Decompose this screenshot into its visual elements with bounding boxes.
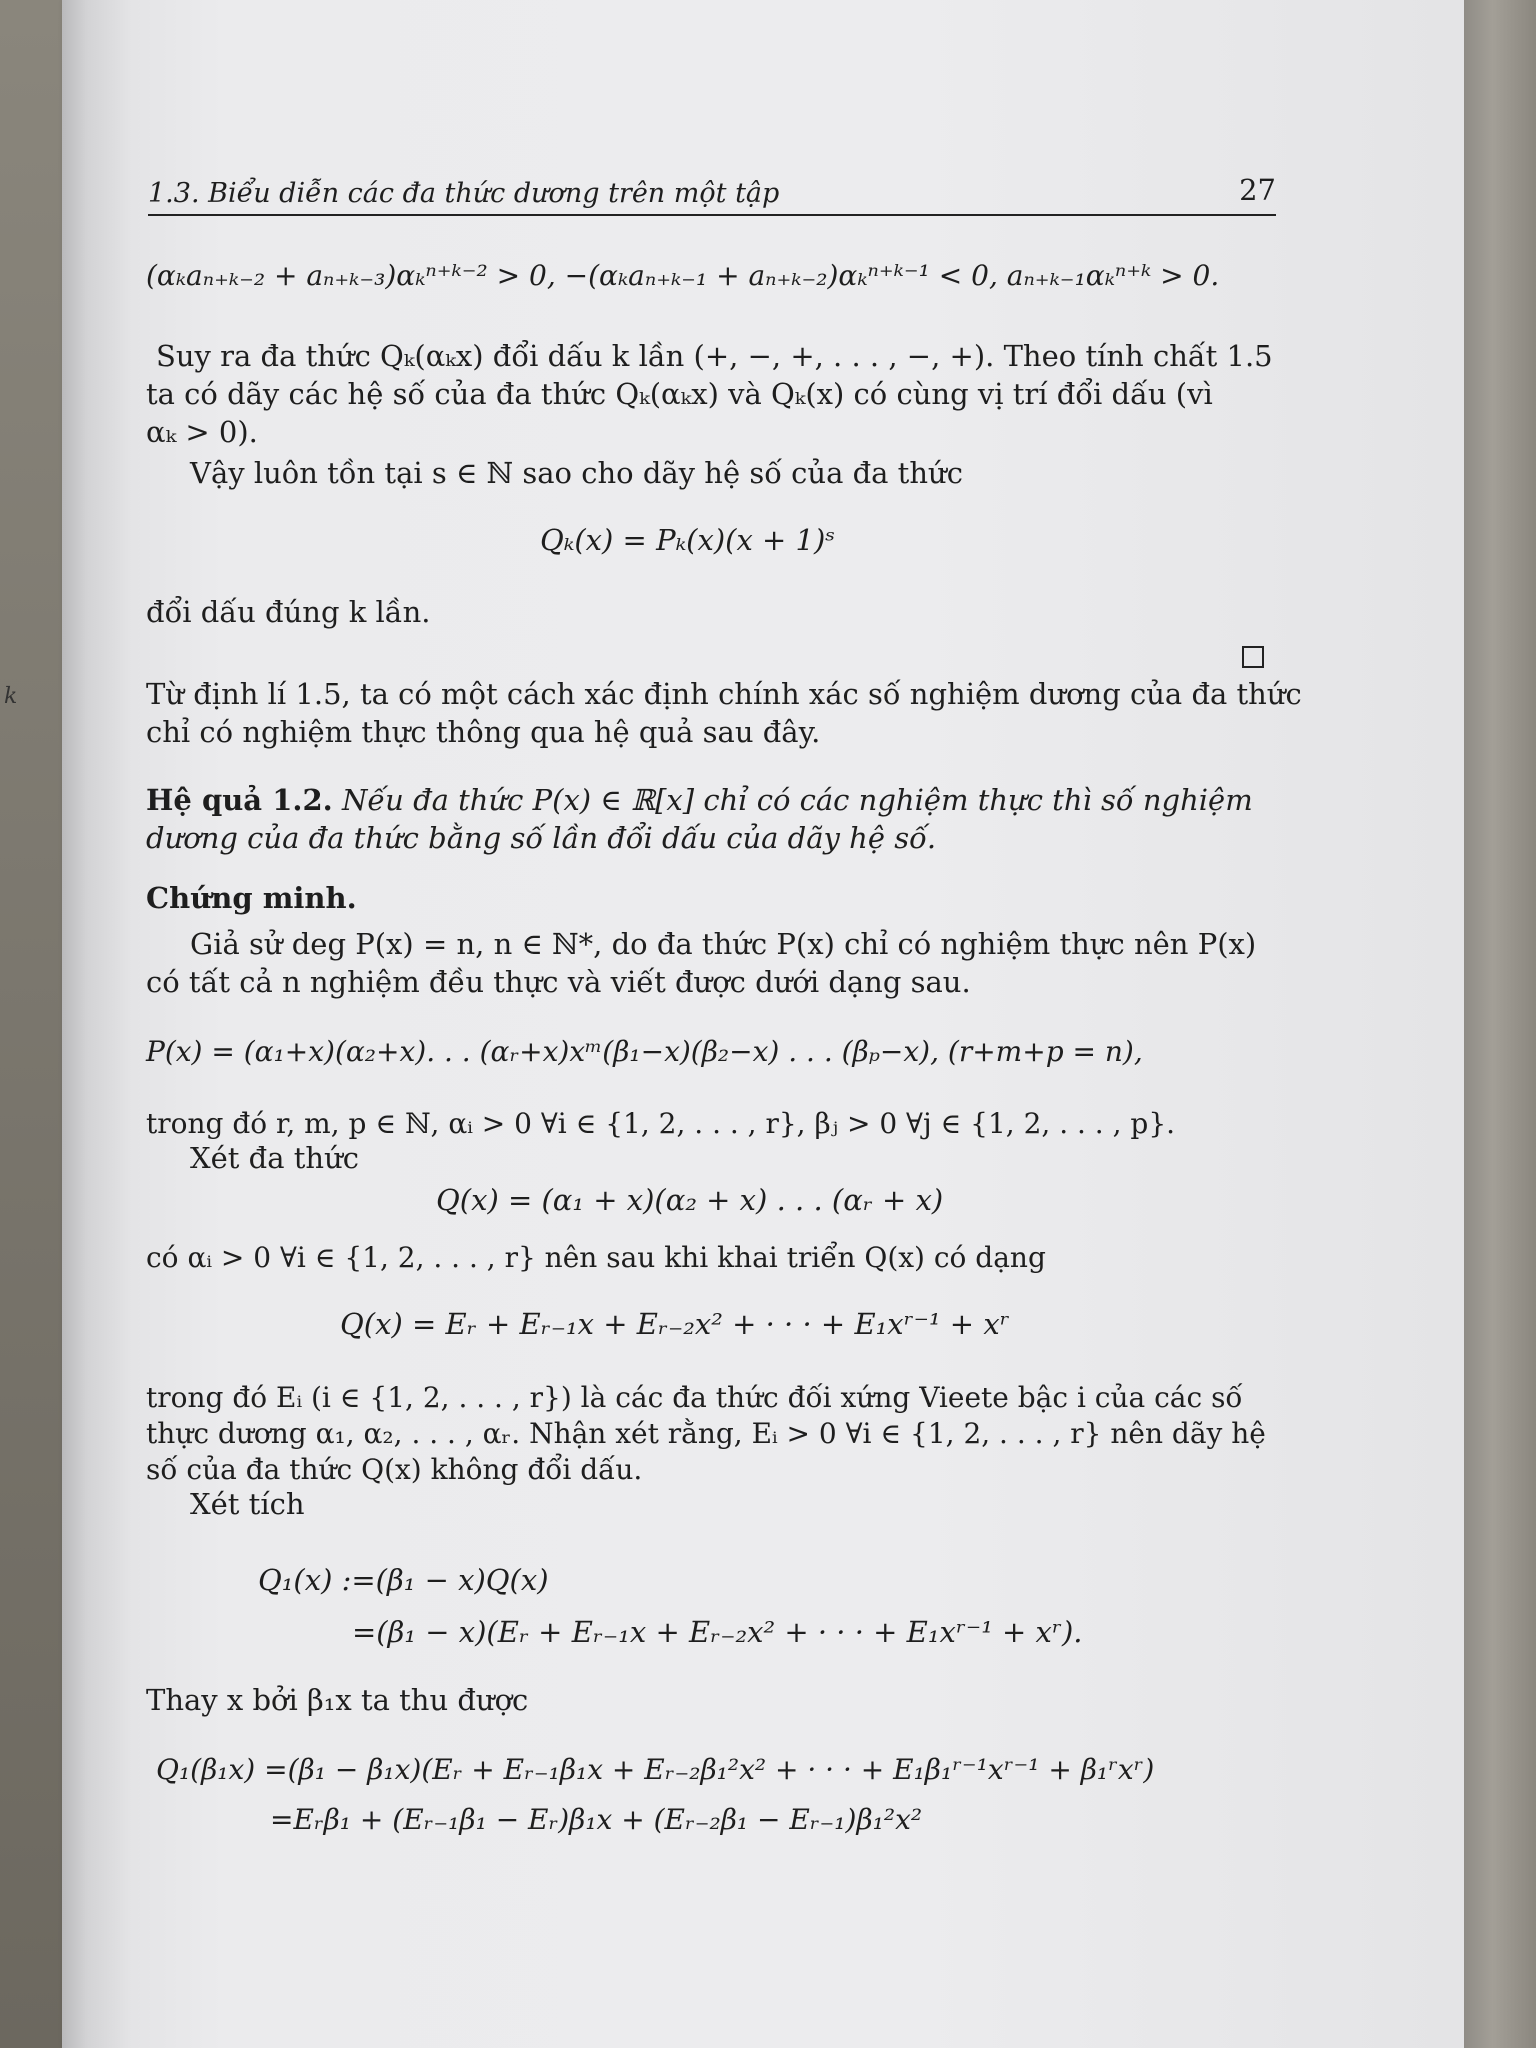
corollary-label: Hệ quả 1.2. (146, 783, 333, 817)
page-number: 27 (1239, 173, 1276, 207)
display-equation: P(x) = (α₁+x)(α₂+x). . . (αᵣ+x)xᵐ(β₁−x)(β₂−x) . . . (βₚ−x), (r+m+p = n), (146, 1035, 1143, 1068)
text-line: có tất cả n nghiệm đều thực và viết được dưới dạng sau. (146, 965, 971, 999)
text-line: trong đó Eᵢ (i ∈ {1, 2, . . . , r}) là các đa thức đối xứng Vieete bậc i của các số (146, 1381, 1243, 1414)
text-line: Xét tích (190, 1487, 305, 1521)
inequality-line: (αₖaₙ₊ₖ₋₂ + aₙ₊ₖ₋₃)αₖⁿ⁺ᵏ⁻² > 0, −(αₖaₙ₊ₖ₋₁ + aₙ₊ₖ₋₂)αₖⁿ⁺ᵏ⁻¹ < 0, aₙ₊ₖ₋₁αₖⁿ⁺ᵏ > 0. (146, 259, 1220, 292)
text-line: Xét đa thức (190, 1141, 360, 1175)
running-head (148, 172, 1276, 216)
text-line: thực dương α₁, α₂, . . . , αᵣ. Nhận xét rằng, Eᵢ > 0 ∀i ∈ {1, 2, . . . , r} nên dãy hệ (146, 1417, 1266, 1450)
section-title: 1.3. Biểu diễn các đa thức dương trên một tập (148, 178, 780, 209)
margin-mark: k (4, 684, 18, 709)
corollary-text: Nếu đa thức P(x) ∈ ℝ[x] chỉ có các nghiệm thực thì số nghiệm (332, 783, 1253, 817)
display-equation: Q₁(x) :=(β₁ − x)Q(x) (258, 1563, 549, 1597)
text-line: ta có dãy các hệ số của đa thức Qₖ(αₖx) và Qₖ(x) có cùng vị trí đổi dấu (vì (146, 377, 1213, 411)
text-line: trong đó r, m, p ∈ ℕ, αᵢ > 0 ∀i ∈ {1, 2, . . . , r}, βⱼ > 0 ∀j ∈ {1, 2, . . . , p}. (146, 1107, 1176, 1140)
text-line: Vậy luôn tồn tại s ∈ ℕ sao cho dãy hệ số của đa thức (190, 456, 963, 490)
text-line: chỉ có nghiệm thực thông qua hệ quả sau đây. (146, 715, 821, 749)
display-equation: Q₁(β₁x) =(β₁ − β₁x)(Eᵣ + Eᵣ₋₁β₁x + Eᵣ₋₂β₁²x² + · · · + E₁β₁ʳ⁻¹xʳ⁻¹ + β₁ʳxʳ) (156, 1753, 1155, 1786)
display-equation: Q(x) = Eᵣ + Eᵣ₋₁x + Eᵣ₋₂x² + · · · + E₁xʳ⁻¹ + xʳ (340, 1307, 1010, 1341)
corollary-line (146, 782, 1253, 820)
text-line: Giả sử deg P(x) = n, n ∈ ℕ*, do đa thức P(x) chỉ có nghiệm thực nên P(x) (190, 927, 1257, 961)
display-equation: =Eᵣβ₁ + (Eᵣ₋₁β₁ − Eᵣ)β₁x + (Eᵣ₋₂β₁ − Eᵣ₋₁)β₁²x² (270, 1803, 923, 1836)
corollary-line: dương của đa thức bằng số lần đổi dấu của dãy hệ số. (146, 821, 937, 855)
display-equation: Qₖ(x) = Pₖ(x)(x + 1)ˢ (540, 523, 836, 557)
qed-symbol (1242, 646, 1264, 668)
proof-heading: Chứng minh. (146, 881, 357, 915)
text-line: αₖ > 0). (146, 415, 258, 449)
text-line: Thay x bởi β₁x ta thu được (146, 1683, 529, 1717)
text-line: số của đa thức Q(x) không đổi dấu. (146, 1453, 643, 1486)
text-line: có αᵢ > 0 ∀i ∈ {1, 2, . . . , r} nên sau khi khai triển Q(x) có dạng (146, 1241, 1046, 1274)
display-equation: =(β₁ − x)(Eᵣ + Eᵣ₋₁x + Eᵣ₋₂x² + · · · + E₁xʳ⁻¹ + xʳ). (352, 1615, 1083, 1649)
display-equation: Q(x) = (α₁ + x)(α₂ + x) . . . (αᵣ + x) (436, 1183, 944, 1217)
text-line: Suy ra đa thức Qₖ(αₖx) đổi dấu k lần (+, −, +, . . . , −, +). Theo tính chất 1.5 (156, 339, 1273, 373)
text-line: Từ định lí 1.5, ta có một cách xác định chính xác số nghiệm dương của đa thức (146, 677, 1302, 711)
text-line: đổi dấu đúng k lần. (146, 595, 431, 629)
